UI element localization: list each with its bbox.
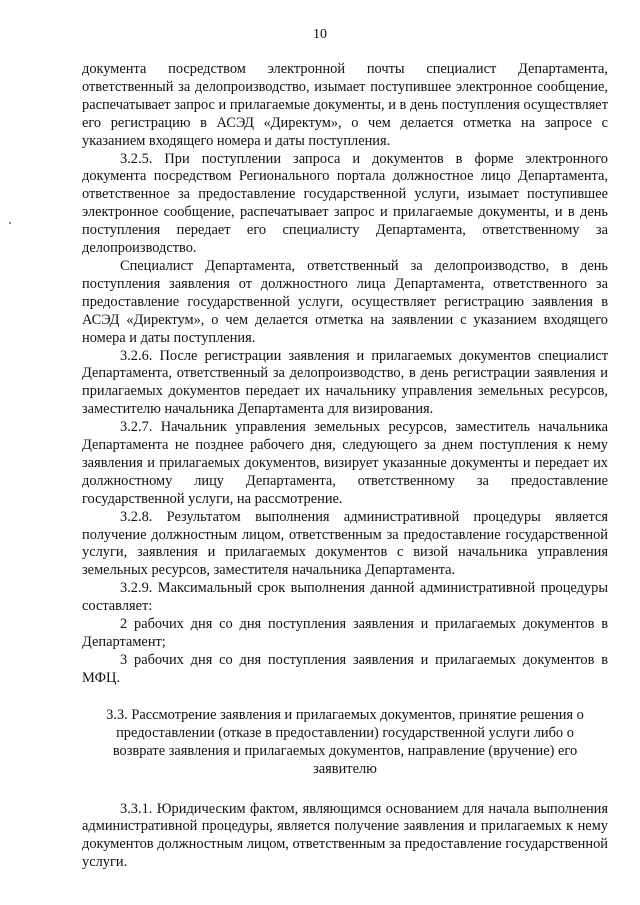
paragraph-deadline-mfc: 3 рабочих дня со дня поступления заявления и прилагаемых документов в МФЦ. xyxy=(82,651,608,686)
scan-artifact-dot xyxy=(9,222,11,224)
paragraph-deadline-department: 2 рабочих дня со дня поступления заявления и прилагаемых документов в Департамент; xyxy=(82,616,608,650)
paragraph-specialist-registration: Специалист Департамента, ответственный за делопроизводство, в день поступления заявления от должностного лица Департамента, ответственного за предоставление государственной услуги, осуществляет регистрацию заявления в АСЭД «Директум», о чем делается отметка на заявлении с указанием входящего номера и даты поступления. xyxy=(82,257,608,346)
section-heading-3-3: 3.3. Рассмотрение заявления и прилагаемых документов, принятие решения о предоставлении (отказе в предоставлении) государственной услуги либо о возврате заявления и прилагаемых документов, направление (вручение) его заявителю xyxy=(106,706,584,778)
paragraph-3-2-8: 3.2.8. Результатом выполнения административной процедуры является получение должностным лицом, ответственным за предоставление государственной услуги, заявления и прилагаемых документов с визой начальника управления земельных ресурсов, заместителя начальника Департамента. xyxy=(82,508,608,579)
paragraph-3-2-5: 3.2.5. При поступлении запроса и документов в форме электронного документа посредством Регионального портала должностное лицо Департамента, ответственное за предоставление государственной услуги, изымает поступившее электронное сообщение, распечатывает запрос и прилагаемые документы, и в день поступления передает его специалисту Департамента, ответственному за делопроизводство. xyxy=(82,150,608,257)
document-body xyxy=(82,61,608,872)
paragraph-3-2-9: 3.2.9. Максимальный срок выполнения данной административной процедуры составляет: xyxy=(82,580,608,615)
paragraph-3-3-1: 3.3.1. Юридическим фактом, являющимся основанием для начала выполнения административной процедуры, является получение заявления и прилагаемых к нему документов должностным лицом, ответственным за предоставление государственной услуги. xyxy=(82,800,608,871)
paragraph-3-2-7: 3.2.7. Начальник управления земельных ресурсов, заместитель начальника Департамента не позднее рабочего дня, следующего за днем поступления к нему заявления и прилагаемых документов, визирует указанные документы и передает их должностному лицу Департамента, ответственному за предоставление государственной услуги, на рассмотрение. xyxy=(82,419,608,507)
page-number: 10 xyxy=(313,27,327,42)
paragraph-continuation: документа посредством электронной почты специалист Департамента, ответственный за делопроизводство, изымает поступившее электронное сообщение, распечатывает запрос и прилагаемые документы, и в день поступления осуществляет его регистрацию в АСЭД «Директум», о чем делается отметка на запросе с указанием входящего номера и даты поступления. xyxy=(82,61,608,149)
paragraph-3-2-6: 3.2.6. После регистрации заявления и прилагаемых документов специалист Департамента, ответственный за делопроизводство, в день регистрации заявления и прилагаемых документов передает их начальнику управления земельных ресурсов, заместителю начальника Департамента для визирования. xyxy=(82,347,608,418)
